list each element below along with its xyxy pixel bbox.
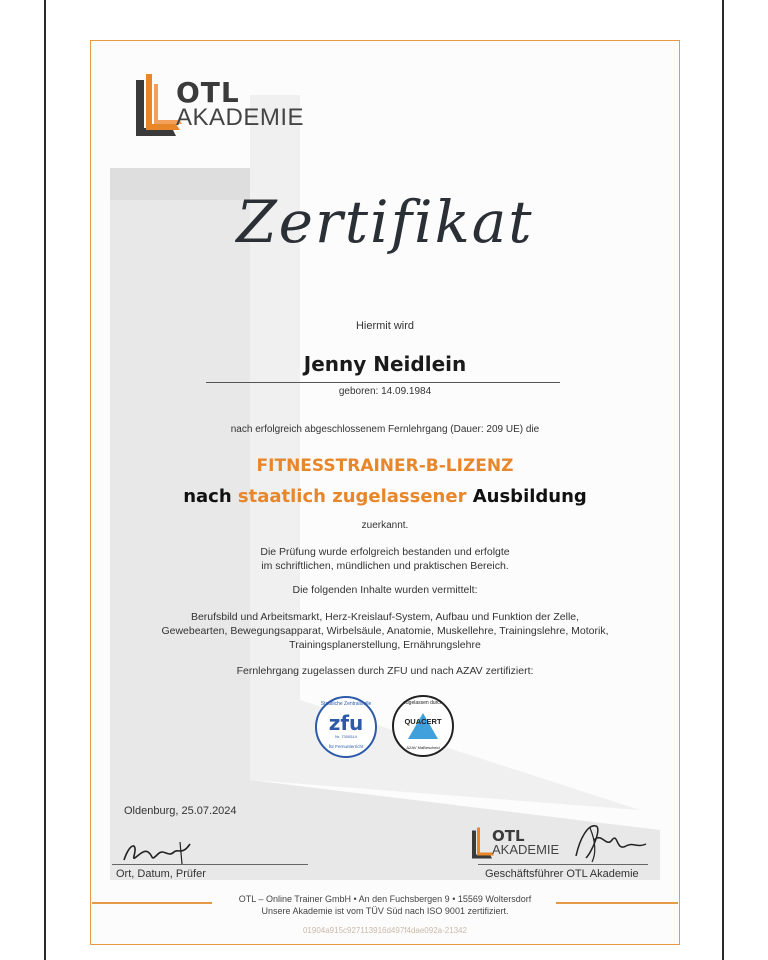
- examiner-label: Ort, Datum, Prüfer: [116, 868, 206, 880]
- quacert-ring-top: zugelassen durch: [403, 700, 443, 706]
- director-signature: [566, 818, 650, 864]
- zfu-seal: [315, 696, 377, 758]
- license-title: FITNESSTRAINER-B-LIZENZ: [256, 456, 514, 476]
- small-logo-brand-bottom: AKADEMIE: [492, 842, 560, 857]
- certificate-id: 01904a915c9271139​16d497f4dae092a-21342: [302, 926, 467, 935]
- zfu-label: zfu: [328, 711, 364, 735]
- director-signature-line: [478, 864, 648, 865]
- quacert-ring-bottom: AZAV MaBescheid: [406, 745, 440, 750]
- examiner-signature-line: [112, 864, 308, 865]
- certificate-title: Zertifikat: [236, 188, 534, 256]
- exam-text: [92, 545, 678, 573]
- director-label: Geschäftsführer OTL Akademie: [485, 868, 639, 880]
- recipient-name: Jenny Neidlein: [303, 352, 467, 376]
- zfu-number: Nr. 7300514: [335, 734, 357, 739]
- exam-line-2: im schriftlichen, mündlichen und praktischen Bereich.: [261, 560, 509, 572]
- otl-logo-small: [470, 825, 580, 863]
- quacert-triangle-icon: [406, 711, 440, 741]
- contents-list: [92, 610, 678, 652]
- logo-brand-top: OTL: [176, 76, 240, 109]
- subtitle-highlight: staatlich zugelassener: [237, 486, 467, 507]
- contents-line-1: Berufsbild und Arbeitsmarkt, Herz-Kreislauf-System, Aufbau und Funktion der Zelle,: [190, 611, 580, 623]
- contents-line-3: Trainingsplanerstellung, Ernährungslehre: [289, 639, 481, 651]
- name-underline: [206, 382, 560, 383]
- footer-iso: Unsere Akademie ist vom TÜV Süd nach ISO 9001 zertifiziert.: [261, 906, 509, 916]
- small-logo-brand-top: OTL: [492, 827, 525, 845]
- awarded-text: zuerkannt.: [361, 520, 409, 531]
- quacert-label: QUACERT: [404, 717, 442, 726]
- place-date: Oldenburg, 25.07.2024: [124, 805, 237, 817]
- birth-date: geboren: 14.09.1984: [338, 386, 432, 397]
- exam-line-1: Die Prüfung wurde erfolgreich bestanden und erfolgte: [260, 546, 510, 558]
- logo-brand-bottom: AKADEMIE: [176, 104, 305, 131]
- contents-line-2: Gewebearten, Bewegungsapparat, Wirbelsäule, Anatomie, Muskellehre, Trainingslehre, Motorik,: [161, 625, 609, 637]
- accreditation-text: Fernlehrgang zugelassen durch ZFU und nach AZAV zertifiziert:: [236, 665, 534, 677]
- quacert-seal: [392, 695, 454, 757]
- subtitle-part-3: Ausbildung: [466, 486, 587, 507]
- contents-heading: Die folgenden Inhalte wurden vermittelt:: [292, 584, 478, 596]
- training-subtitle: [92, 486, 678, 507]
- zfu-ring-bottom: für Fernunterricht: [328, 744, 364, 749]
- zfu-ring-top: Staatliche Zentralstelle: [320, 701, 372, 707]
- intro-text: Hiermit wird: [355, 320, 415, 332]
- course-text: nach erfolgreich abgeschlossenem Fernlehrgang (Dauer: 209 UE) die: [230, 424, 540, 435]
- footer: [92, 893, 678, 917]
- footer-address: OTL – Online Trainer GmbH • An den Fuchsbergen 9 • 15569 Woltersdorf: [238, 894, 532, 904]
- otl-logo: [132, 70, 332, 140]
- subtitle-part-1: nach: [183, 486, 238, 507]
